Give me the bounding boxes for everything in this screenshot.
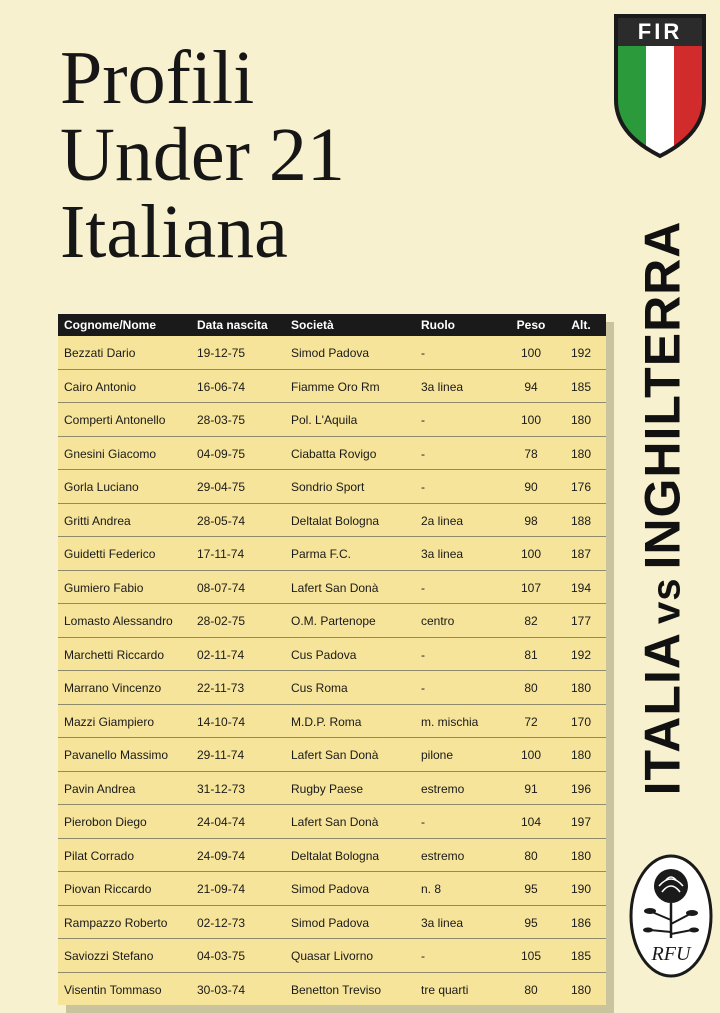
cell-club: Simod Padova: [285, 872, 415, 906]
side-title-vs: vs: [644, 577, 689, 624]
cell-weight: 94: [506, 369, 556, 403]
cell-birth: 30-03-74: [197, 982, 246, 997]
cell-role: n. 8: [415, 872, 506, 906]
cell-birth: 29-04-75: [191, 470, 285, 504]
cell-height: 185: [556, 939, 606, 973]
header-weight: Peso: [506, 314, 556, 336]
cell-name: Piovan Riccardo: [58, 872, 191, 906]
cell-birth: 02-12-73: [191, 905, 285, 939]
cell-role: -: [415, 939, 506, 973]
cell-weight: 81: [506, 637, 556, 671]
cell-club: Simod Padova: [285, 336, 415, 369]
cell-name: Visentin Tommaso: [64, 982, 162, 997]
cell-height: 196: [556, 771, 606, 805]
table-row: [58, 369, 606, 403]
header-height: Alt.: [556, 314, 606, 336]
cell-height: 197: [556, 805, 606, 839]
table-row: [58, 671, 606, 705]
cell-name: Rampazzo Roberto: [58, 905, 191, 939]
header-name: Cognome/Nome: [58, 314, 191, 336]
cell-role: -: [415, 637, 506, 671]
cell-birth: 04-03-75: [191, 939, 285, 973]
cell-club: Simod Padova: [285, 905, 415, 939]
cell-role: -: [415, 470, 506, 504]
cell-role: centro: [415, 604, 506, 638]
cell-height: 180: [556, 436, 606, 470]
table-row: [58, 470, 606, 504]
table-row: [58, 771, 606, 805]
cell-role: 3a linea: [415, 369, 506, 403]
table-row: [58, 604, 606, 638]
cell-club: Pol. L'Aquila: [285, 403, 415, 437]
cell-weight: 78: [506, 436, 556, 470]
cell-height: 180: [556, 738, 606, 772]
cell-club: Lafert San Donà: [285, 738, 415, 772]
cell-birth: 17-11-74: [191, 537, 285, 571]
cell-role: 3a linea: [415, 905, 506, 939]
cell-name: Bezzati Dario: [58, 336, 191, 369]
cell-club: Cus Padova: [285, 637, 415, 671]
table-row: [58, 972, 606, 1005]
cell-name: Mazzi Giampiero: [58, 704, 191, 738]
page-title: [60, 36, 345, 274]
cell-birth: 22-11-73: [191, 671, 285, 705]
table-row: [58, 436, 606, 470]
cell-height: 192: [556, 336, 606, 369]
cell-height: 192: [556, 637, 606, 671]
cell-height: 180: [570, 982, 592, 997]
cell-weight: 104: [506, 805, 556, 839]
cell-height: 176: [556, 470, 606, 504]
cell-club: Lafert San Donà: [285, 805, 415, 839]
cell-birth: 24-04-74: [191, 805, 285, 839]
cell-name: Gumiero Fabio: [58, 570, 191, 604]
cell-role: -: [415, 336, 506, 369]
cell-name: Guidetti Federico: [58, 537, 191, 571]
cell-club: Quasar Livorno: [285, 939, 415, 973]
cell-height: 194: [556, 570, 606, 604]
cell-club: O.M. Partenope: [285, 604, 415, 638]
cell-name: Pierobon Diego: [58, 805, 191, 839]
cell-club: Rugby Paese: [285, 771, 415, 805]
cell-club: Parma F.C.: [285, 537, 415, 571]
cell-weight: 95: [506, 905, 556, 939]
rfu-rose-logo: [626, 850, 716, 980]
table-row: [58, 537, 606, 571]
cell-weight: 90: [506, 470, 556, 504]
cell-club: Benetton Treviso: [291, 982, 382, 997]
rfu-text: RFU: [651, 943, 691, 965]
cell-weight: 105: [506, 939, 556, 973]
cell-name: Gorla Luciano: [58, 470, 191, 504]
players-table-container: [58, 314, 606, 1005]
cell-weight: 107: [506, 570, 556, 604]
cell-height: 170: [556, 704, 606, 738]
cell-role: -: [415, 805, 506, 839]
cell-height: 187: [556, 537, 606, 571]
cell-birth: 02-11-74: [191, 637, 285, 671]
cell-height: 188: [556, 503, 606, 537]
cell-weight: 95: [506, 872, 556, 906]
cell-club: Ciabatta Rovigo: [285, 436, 415, 470]
cell-birth: 28-03-75: [191, 403, 285, 437]
cell-role: 2a linea: [415, 503, 506, 537]
cell-birth: 14-10-74: [191, 704, 285, 738]
cell-weight: 82: [506, 604, 556, 638]
table-row: [58, 503, 606, 537]
cell-name: Lomasto Alessandro: [58, 604, 191, 638]
cell-weight: 100: [506, 738, 556, 772]
cell-name: Comperti Antonello: [58, 403, 191, 437]
table-row: [58, 704, 606, 738]
cell-weight: 72: [506, 704, 556, 738]
header-club: Società: [285, 314, 415, 336]
fir-shield-logo: [612, 12, 708, 160]
cell-role: -: [415, 436, 506, 470]
table-row: [58, 939, 606, 973]
table-row: [58, 637, 606, 671]
cell-weight: 91: [506, 771, 556, 805]
cell-name: Pavin Andrea: [58, 771, 191, 805]
cell-birth: 04-09-75: [191, 436, 285, 470]
match-side-title: [634, 180, 691, 835]
side-title-inghilterra: INGHILTERRA: [634, 220, 691, 570]
cell-weight: 80: [506, 671, 556, 705]
table-row: [58, 805, 606, 839]
cell-name: Gritti Andrea: [58, 503, 191, 537]
cell-height: 180: [556, 838, 606, 872]
cell-role: m. mischia: [415, 704, 506, 738]
cell-birth: 28-02-75: [191, 604, 285, 638]
cell-birth: 19-12-75: [191, 336, 285, 369]
cell-name: Marrano Vincenzo: [58, 671, 191, 705]
table-row: [58, 905, 606, 939]
cell-club: Cus Roma: [285, 671, 415, 705]
side-title-italia: ITALIA: [634, 631, 691, 795]
cell-birth: 08-07-74: [191, 570, 285, 604]
header-role: Ruolo: [415, 314, 506, 336]
cell-height: 177: [556, 604, 606, 638]
table-row: [58, 570, 606, 604]
cell-height: 190: [556, 872, 606, 906]
cell-name: Cairo Antonio: [58, 369, 191, 403]
cell-weight: 100: [506, 403, 556, 437]
cell-club: Fiamme Oro Rm: [285, 369, 415, 403]
cell-weight: 80: [506, 838, 556, 872]
cell-birth: 28-05-74: [191, 503, 285, 537]
cell-club: Deltalat Bologna: [285, 838, 415, 872]
cell-weight: 98: [506, 503, 556, 537]
cell-name: Saviozzi Stefano: [58, 939, 191, 973]
cell-birth: 31-12-73: [191, 771, 285, 805]
cell-club: M.D.P. Roma: [285, 704, 415, 738]
cell-role: 3a linea: [415, 537, 506, 571]
table-row: [58, 738, 606, 772]
shield-text: FIR: [637, 19, 683, 44]
table-row: [58, 872, 606, 906]
cell-weight: 100: [506, 336, 556, 369]
cell-role: tre quarti: [421, 982, 469, 997]
header-birth: Data nascita: [191, 314, 285, 336]
cell-height: 186: [556, 905, 606, 939]
cell-club: Lafert San Donà: [285, 570, 415, 604]
cell-role: -: [415, 570, 506, 604]
cell-height: 185: [556, 369, 606, 403]
title-line-3: Italiana: [60, 190, 288, 274]
cell-name: Marchetti Riccardo: [58, 637, 191, 671]
players-table: [58, 314, 606, 1005]
table-row: [58, 838, 606, 872]
cell-name: Pavanello Massimo: [58, 738, 191, 772]
cell-birth: 24-09-74: [191, 838, 285, 872]
cell-birth: 16-06-74: [191, 369, 285, 403]
table-row: [58, 336, 606, 369]
cell-height: 180: [556, 403, 606, 437]
cell-role: estremo: [415, 838, 506, 872]
cell-club: Deltalat Bologna: [285, 503, 415, 537]
cell-role: -: [415, 671, 506, 705]
table-row: [58, 403, 606, 437]
cell-role: -: [415, 403, 506, 437]
cell-club: Sondrio Sport: [285, 470, 415, 504]
table-header-row: [58, 314, 606, 336]
cell-weight: 80: [524, 982, 538, 997]
cell-height: 180: [556, 671, 606, 705]
cell-role: pilone: [415, 738, 506, 772]
title-line-2: Under 21: [60, 113, 345, 197]
cell-name: Pilat Corrado: [58, 838, 191, 872]
cell-birth: 21-09-74: [191, 872, 285, 906]
cell-birth: 29-11-74: [191, 738, 285, 772]
cell-weight: 100: [506, 537, 556, 571]
title-line-1: Profili: [60, 36, 255, 120]
cell-name: Gnesini Giacomo: [58, 436, 191, 470]
cell-role: estremo: [415, 771, 506, 805]
